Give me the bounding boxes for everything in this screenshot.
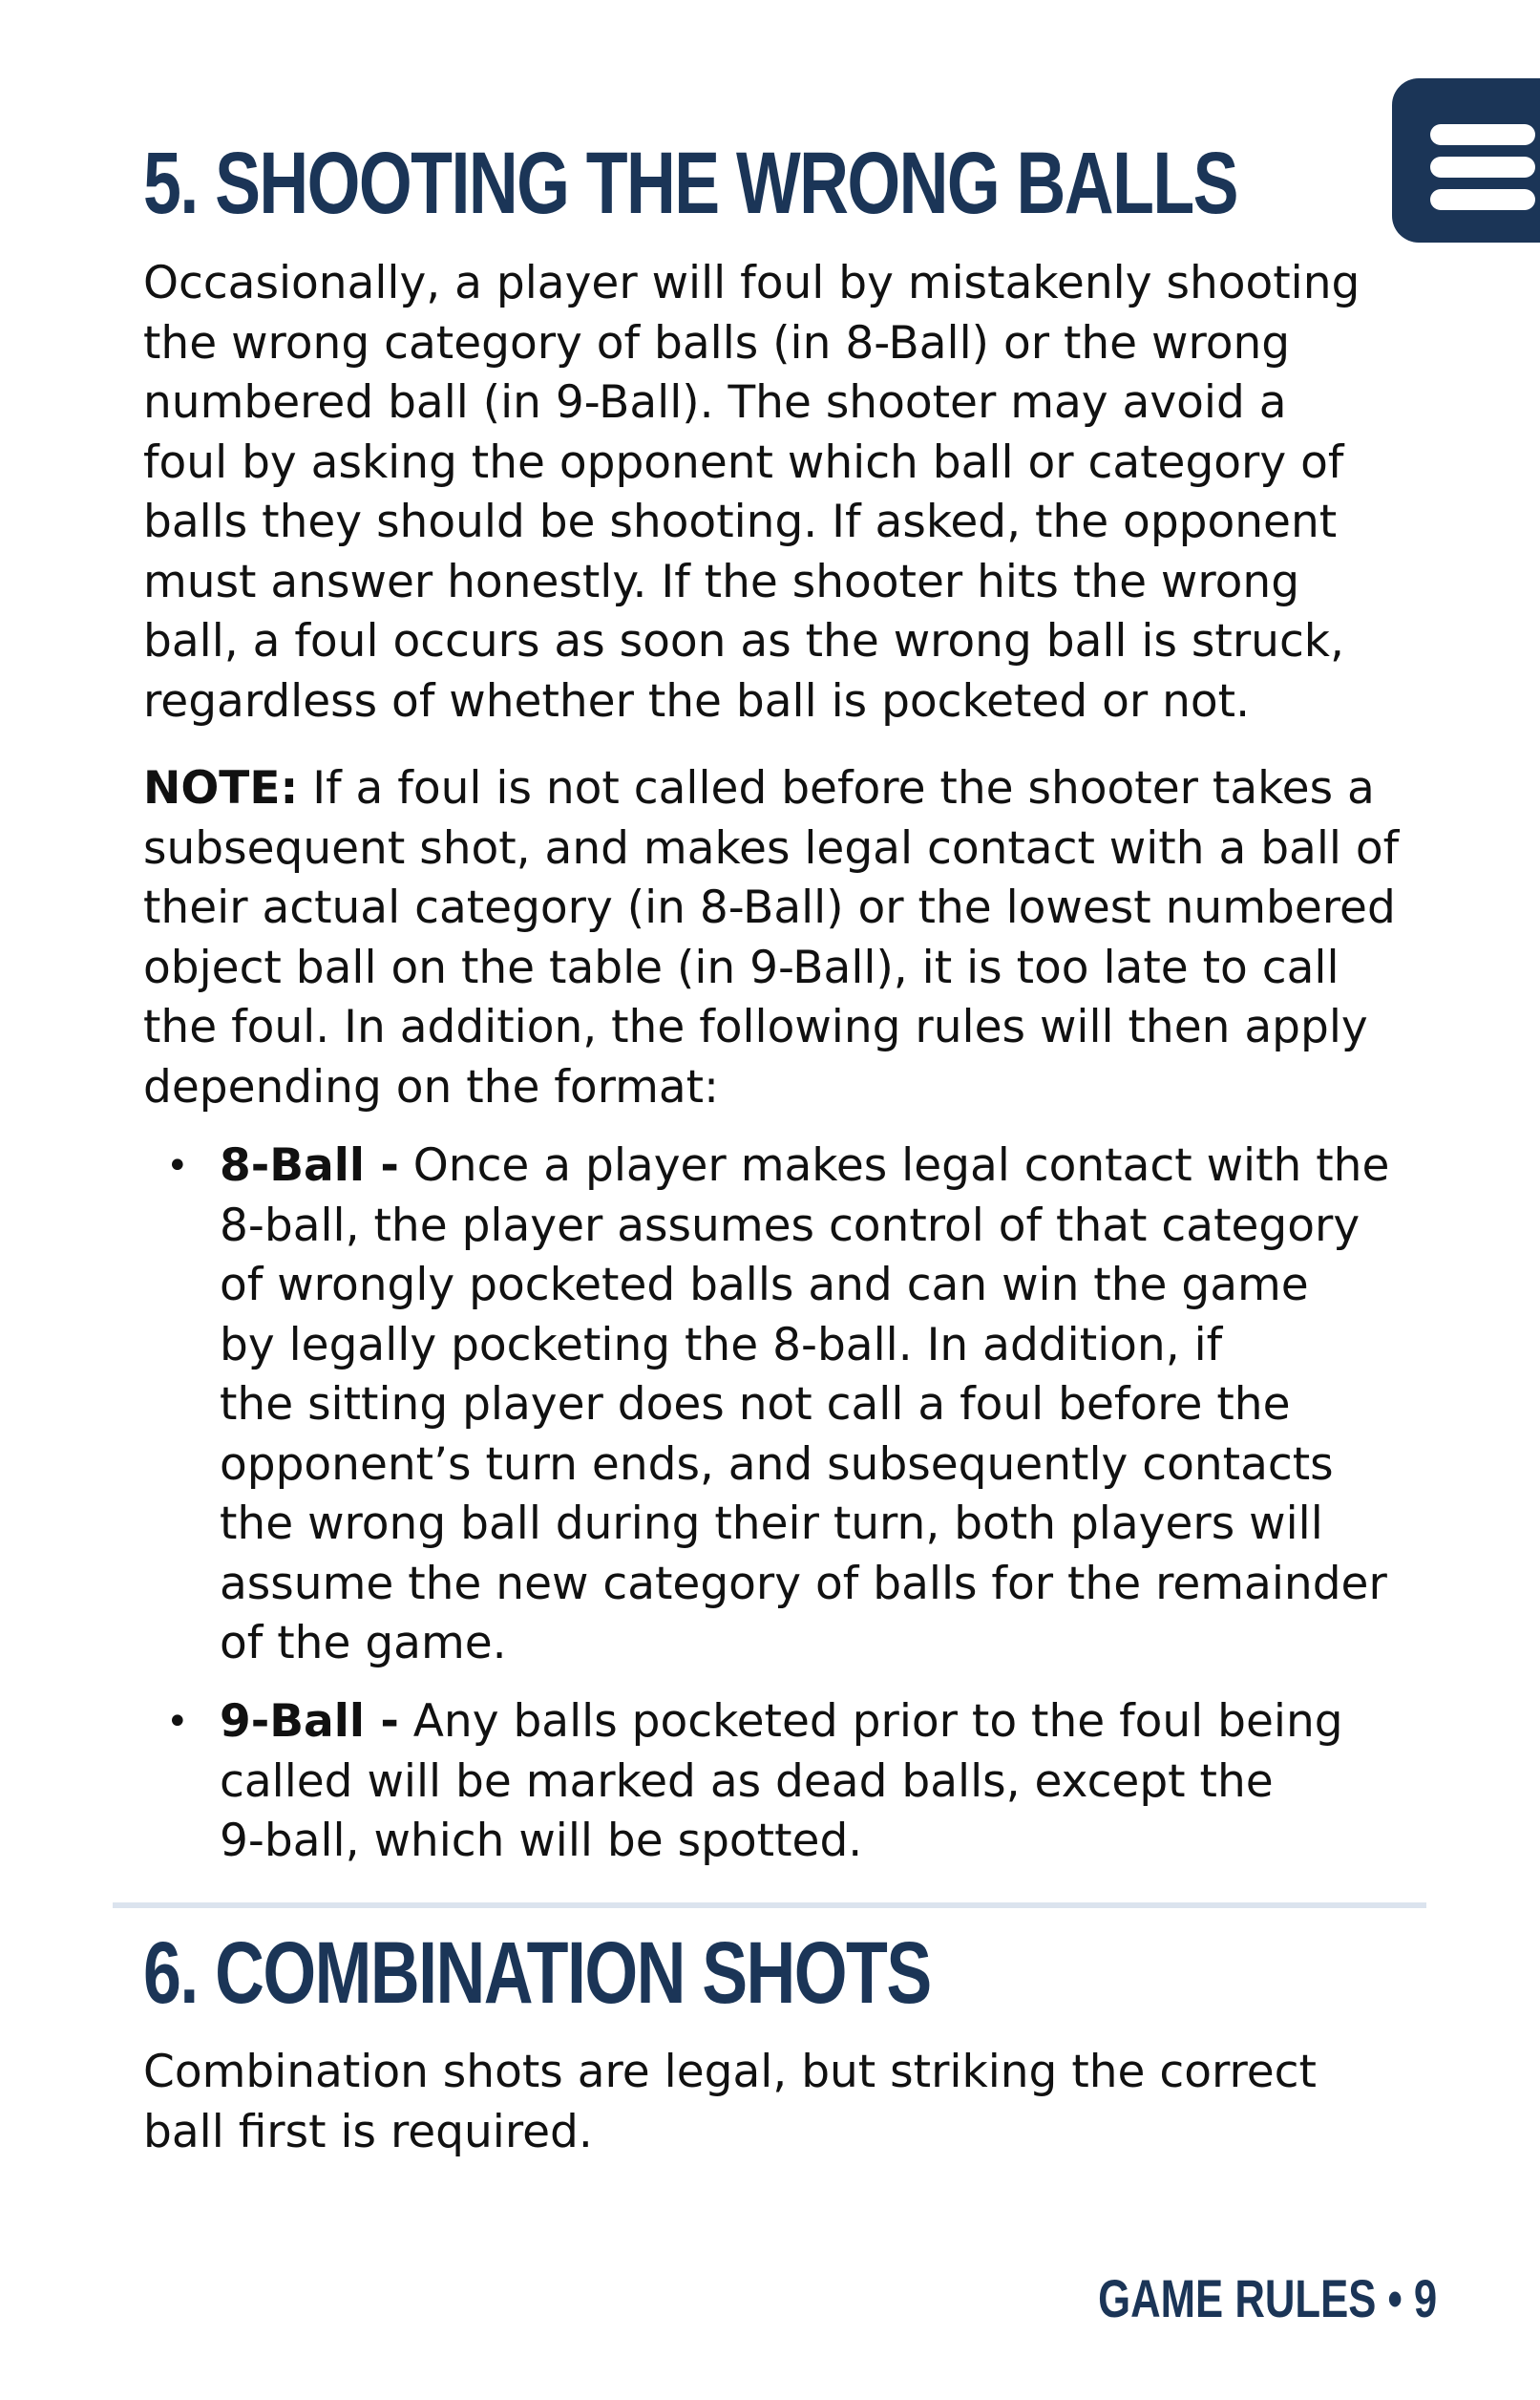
bullet-line: the sitting player does not call a foul before the (220, 1378, 1291, 1431)
note-paragraph (143, 759, 1399, 1117)
bullet-line: opponent’s turn ends, and subsequently contacts (220, 1437, 1334, 1491)
note-line: subsequent shot, and makes legal contact with a ball of (143, 821, 1400, 875)
paragraph-line: Occasionally, a player will foul by mistakenly shooting (143, 257, 1361, 309)
bullet-line: the wrong ball during their turn, both players will (220, 1497, 1323, 1550)
bullet-line: called will be marked as dead balls, except the (220, 1754, 1274, 1808)
page-footer: GAME RULES • 9 (1097, 2268, 1437, 2328)
bullet-item-8-ball (143, 1136, 1390, 1674)
bullet-label: 9-Ball - (220, 1695, 399, 1748)
paragraph-line: ball first is required. (143, 2105, 593, 2158)
section-6-title: 6. COMBINATION SHOTS (143, 1924, 931, 2022)
paragraph-line: the wrong category of balls (in 8-Ball) or the wrong (143, 316, 1291, 370)
bullet-line: 9-ball, which will be spotted. (220, 1815, 863, 1867)
bullet-line: 8-ball, the player assumes control of that category (220, 1199, 1361, 1252)
paragraph-line: ball, a foul occurs as soon as the wrong ball is struck, (143, 615, 1344, 668)
bullet-line: of wrongly pocketed balls and can win the game (220, 1259, 1309, 1311)
note-line: If a foul is not called before the shooter takes a (298, 762, 1375, 815)
section-5-paragraph (143, 254, 1360, 732)
bullet-line: assume the new category of balls for the remainder (220, 1557, 1387, 1610)
bullet-dot-icon: • (166, 1144, 189, 1188)
paragraph-line: numbered ball (in 9-Ball). The shooter may avoid a (143, 376, 1287, 429)
bullet-label: 8-Ball - (220, 1139, 399, 1192)
note-label: NOTE: (143, 762, 299, 815)
bullet-dot-icon: • (166, 1700, 189, 1744)
paragraph-line: Combination shots are legal, but striking the correct (143, 2046, 1317, 2098)
section-divider (113, 1902, 1426, 1908)
section-5-title: 5. SHOOTING THE WRONG BALLS (143, 135, 1237, 232)
paragraph-line: balls they should be shooting. If asked, the opponent (143, 496, 1338, 548)
paragraph-line: must answer honestly. If the shooter hits the wrong (143, 555, 1300, 608)
menu-button[interactable] (1392, 78, 1540, 243)
paragraph-line: foul by asking the opponent which ball or category of (143, 435, 1344, 489)
bullet-line: of the game. (220, 1617, 507, 1669)
note-line: the foul. In addition, the following rules will then apply (143, 1001, 1368, 1053)
bullet-item-9-ball (143, 1692, 1343, 1872)
bullet-line: Once a player makes legal contact with the (398, 1139, 1390, 1192)
note-line: object ball on the table (in 9-Ball), it is too late to call (143, 941, 1340, 994)
bullet-line: by legally pocketing the 8-ball. In addition, if (220, 1318, 1223, 1371)
note-line: their actual category (in 8-Ball) or the lowest numbered (143, 881, 1396, 934)
paragraph-line: regardless of whether the ball is pocketed or not. (143, 674, 1251, 728)
section-6-paragraph (143, 2043, 1317, 2162)
bullet-line: Any balls pocketed prior to the foul being (398, 1695, 1343, 1748)
note-line: depending on the format: (143, 1060, 719, 1114)
